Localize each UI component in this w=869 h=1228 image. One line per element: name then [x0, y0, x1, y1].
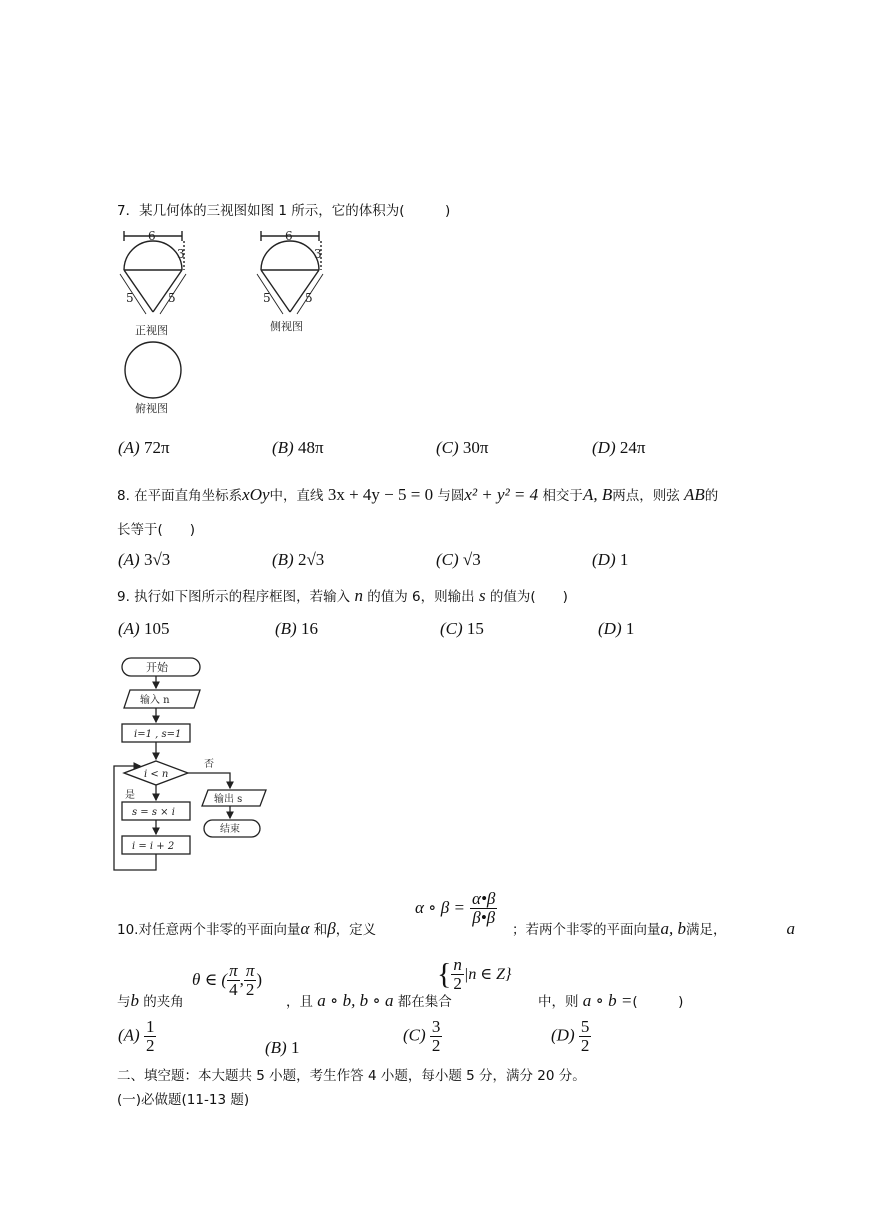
three-view-figure: [110, 226, 330, 422]
front-view-label: 正视图: [135, 324, 168, 337]
svg-text:是: 是: [125, 790, 135, 801]
q9-option-b: (B) 16: [275, 619, 318, 638]
svg-text:输出 s: 输出 s: [214, 794, 243, 805]
q9-option-d: (D) 1: [598, 619, 635, 638]
side-dim-slant-left: 5: [263, 291, 271, 305]
q8-line2: 长等于( ): [117, 522, 196, 538]
q8-line1: 8. 在平面直角坐标系xOy中，直线 3x + 4y − 5 = 0 与圆x² + y² = 4 相交于A, B两点，则弦 AB的: [117, 485, 719, 504]
q8-option-a: (A) 3√3: [118, 550, 171, 569]
q10-set: { $\frac{n}{2}$ |n ∈ Z}: [437, 955, 512, 993]
q10-option-a: (A) $\frac{1}{2}$: [118, 1017, 155, 1055]
side-dim-slant-right: 5: [305, 291, 313, 305]
q8-option-b: (B) 2√3: [272, 550, 325, 569]
side-view-label: 侧视图: [270, 320, 303, 333]
front-dim-width: 6: [148, 229, 156, 243]
q7-text: 7．某几何体的三视图如图 1 所示，它的体积为( ): [117, 203, 451, 219]
q10-angle-range: θ ∈ ( $\frac{\pi}{4}$ , $\frac{\pi}{2}$ ): [192, 961, 263, 999]
q7-option-d: (D) 24π: [592, 438, 646, 457]
q10-line2-mid: ，且 a ∘ b, b ∘ a 都在集合: [286, 991, 452, 1010]
q8-option-c: (C) √3: [436, 550, 481, 569]
q7-option-a: (A) 72π: [118, 438, 170, 457]
q7-option-b: (B) 48π: [272, 438, 324, 457]
section2-subheading: (一)必做题(11-13 题): [117, 1092, 250, 1108]
svg-text:i < n: i < n: [144, 769, 169, 780]
svg-text:结束: 结束: [220, 824, 240, 835]
side-dim-width: 6: [285, 229, 293, 243]
front-dim-height: 3: [177, 247, 185, 261]
svg-text:否: 否: [204, 759, 214, 770]
top-view-label: 俯视图: [135, 402, 168, 415]
svg-text:输入 n: 输入 n: [140, 695, 170, 706]
q10-option-d: (D) $\frac{5}{2}$: [551, 1017, 590, 1055]
front-dim-slant-left: 5: [126, 291, 134, 305]
q10-line2-start: 与b 的夹角: [117, 991, 184, 1010]
q8-option-d: (D) 1: [592, 550, 629, 569]
svg-text:i=1 , s=1: i=1 , s=1: [134, 729, 182, 740]
q9-option-a: (A) 105: [118, 619, 170, 638]
side-dim-height: 3: [314, 247, 322, 261]
q10-line1-prefix: 10.对任意两个非零的平面向量α 和β，定义: [117, 919, 377, 938]
flowchart: [110, 654, 290, 876]
q7-option-c: (C) 30π: [436, 438, 489, 457]
q10-line1-suffix: ；若两个非零的平面向量a, b满足， a: [512, 919, 795, 938]
svg-text:s = s × i: s = s × i: [132, 807, 175, 818]
q10-definition: α ∘ β = $\frac{\alpha•\beta}{\beta•\beta}$: [415, 889, 496, 927]
front-dim-slant-right: 5: [168, 291, 176, 305]
q10-option-b: (B) 1: [265, 1038, 300, 1057]
q9-text: 9. 执行如下图所示的程序框图，若输入 n 的值为 6，则输出 s 的值为( ): [117, 586, 568, 605]
q9-option-c: (C) 15: [440, 619, 484, 638]
q10-line2-end: 中，则 a ∘ b =( ): [538, 991, 684, 1010]
top-view: [125, 342, 181, 398]
q10-option-c: (C) $\frac{3}{2}$: [403, 1017, 441, 1055]
svg-text:i = i + 2: i = i + 2: [132, 841, 175, 852]
svg-text:开始: 开始: [146, 661, 168, 674]
section2-heading: 二、填空题：本大题共 5 小题，考生作答 4 小题，每小题 5 分，满分 20 分。: [117, 1068, 586, 1084]
